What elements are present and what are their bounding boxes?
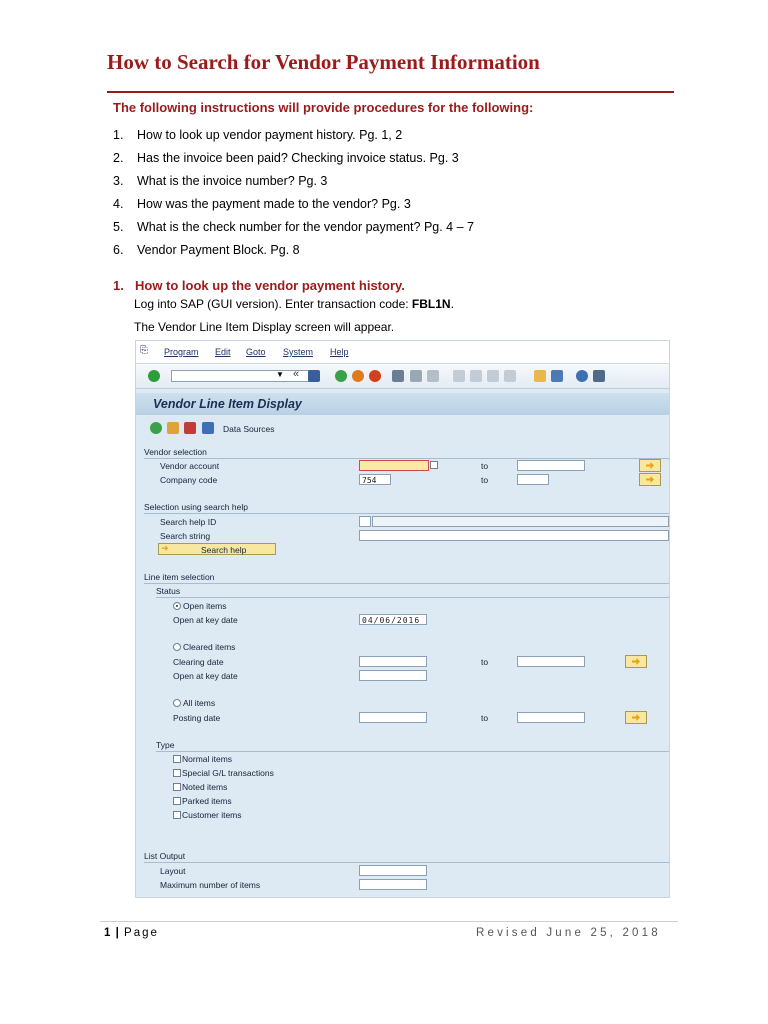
sap-screenshot xyxy=(135,340,670,898)
toc-text: Has the invoice been paid? Checking invoice status. Pg. 3 xyxy=(137,151,459,165)
toc-text: How was the payment made to the vendor? Pg. 3 xyxy=(137,197,411,211)
info-icon[interactable] xyxy=(202,422,214,434)
clearing-date-label: Clearing date xyxy=(173,657,224,667)
section-number: 1. xyxy=(113,278,124,293)
search-string-label: Search string xyxy=(160,531,211,541)
open-items-radio[interactable] xyxy=(173,602,181,610)
first-page-icon[interactable] xyxy=(453,370,465,382)
search-help-section-header: Selection using search help xyxy=(144,502,669,514)
toc-text: Vendor Payment Block. Pg. 8 xyxy=(137,243,300,257)
vendor-account-to-input[interactable] xyxy=(517,460,585,471)
page-label: Page xyxy=(124,927,159,939)
find-next-icon[interactable] xyxy=(427,370,439,382)
instruction-prefix: Log into SAP (GUI version). Enter transaction code: xyxy=(134,297,412,311)
max-items-input[interactable] xyxy=(359,879,427,890)
all-items-label: All items xyxy=(183,698,216,708)
cleared-items-label: Cleared items xyxy=(183,642,236,652)
menu-program[interactable]: Program xyxy=(164,347,199,357)
posting-to-label: to xyxy=(481,713,489,723)
company-code-to-input[interactable] xyxy=(517,474,549,485)
open-items-label: Open items xyxy=(183,601,227,611)
search-help-id-label: Search help ID xyxy=(160,517,217,527)
shortcut-icon[interactable] xyxy=(551,370,563,382)
customer-items-checkbox[interactable] xyxy=(173,811,181,819)
special-gl-label: Special G/L transactions xyxy=(182,768,274,778)
company-code-label: Company code xyxy=(160,475,218,485)
toc-number: 5. xyxy=(113,220,124,234)
status-header: Status xyxy=(156,586,669,598)
all-items-radio[interactable] xyxy=(173,699,181,707)
company-to-label: to xyxy=(481,475,489,485)
intro-text: The following instructions will provide procedures for the following: xyxy=(113,100,534,115)
section-heading-text: How to look up the vendor payment history. xyxy=(135,278,405,293)
toc-item xyxy=(113,243,300,257)
previous-page-icon[interactable] xyxy=(470,370,482,382)
search-help-arrow-icon: ➜ xyxy=(161,543,169,553)
back-icon[interactable] xyxy=(335,370,347,382)
toc-number: 2. xyxy=(113,151,124,165)
instruction-line-2: The Vendor Line Item Display screen will appear. xyxy=(134,320,395,334)
layout-label: Layout xyxy=(160,866,186,876)
search-string-input[interactable] xyxy=(359,530,669,541)
collapse-icon[interactable]: « xyxy=(293,368,300,380)
posting-multiple-selection-button[interactable] xyxy=(625,711,647,724)
cleared-items-radio[interactable] xyxy=(173,643,181,651)
data-sources-button[interactable]: Data Sources xyxy=(223,424,275,434)
cancel-icon[interactable] xyxy=(369,370,381,382)
clearing-date-to-input[interactable] xyxy=(517,656,585,667)
page-separator: | xyxy=(115,927,119,939)
clearing-to-label: to xyxy=(481,657,489,667)
menu-icon[interactable]: ⎘ xyxy=(140,345,148,356)
toc-item xyxy=(113,197,411,211)
variant-icon[interactable] xyxy=(167,422,179,434)
new-session-icon[interactable] xyxy=(534,370,546,382)
posting-date-input[interactable] xyxy=(359,712,427,723)
normal-items-label: Normal items xyxy=(182,754,233,764)
screen-title: Vendor Line Item Display xyxy=(153,397,302,411)
toc-number: 6. xyxy=(113,243,124,257)
next-page-icon[interactable] xyxy=(487,370,499,382)
type-header: Type xyxy=(156,740,669,752)
page-number: 1 xyxy=(104,927,111,939)
selections-icon[interactable] xyxy=(184,422,196,434)
toc-item xyxy=(113,220,474,234)
section-heading xyxy=(113,278,405,293)
normal-items-checkbox[interactable] xyxy=(173,755,181,763)
save-icon[interactable] xyxy=(308,370,320,382)
footer-revised-date: Revised June 25, 2018 xyxy=(476,927,661,939)
toc-item xyxy=(113,151,459,165)
find-icon[interactable] xyxy=(410,370,422,382)
instruction-line xyxy=(134,297,454,311)
company-multiple-selection-button[interactable] xyxy=(639,473,661,486)
parked-items-checkbox[interactable] xyxy=(173,797,181,805)
vendor-selection-header: Vendor selection xyxy=(144,447,669,459)
vendor-account-f4-icon[interactable] xyxy=(430,461,438,469)
sap-title-bar xyxy=(136,393,669,415)
command-dropdown-icon[interactable]: ▼ xyxy=(276,370,284,379)
posting-date-label: Posting date xyxy=(173,713,221,723)
search-help-button-label: Search help xyxy=(201,545,247,555)
noted-items-checkbox[interactable] xyxy=(173,783,181,791)
search-help-id-description xyxy=(372,516,669,527)
print-icon[interactable] xyxy=(392,370,404,382)
transaction-code: FBL1N xyxy=(411,297,451,311)
footer-page-number xyxy=(104,927,159,939)
open-key-date-label: Open at key date xyxy=(173,615,238,625)
toc-number: 3. xyxy=(113,174,124,188)
sap-menu-bar xyxy=(136,341,669,364)
toc-text: What is the check number for the vendor payment? Pg. 4 – 7 xyxy=(137,220,474,234)
toc-text: How to look up vendor payment history. Pg. 1, 2 xyxy=(137,128,403,142)
list-output-header: List Output xyxy=(144,851,669,863)
vendor-to-label: to xyxy=(481,461,489,471)
toc-item xyxy=(113,128,402,142)
document-title: How to Search for Vendor Payment Information xyxy=(107,50,540,74)
cleared-key-date-input[interactable] xyxy=(359,670,427,681)
execute-icon[interactable] xyxy=(150,422,162,434)
menu-help[interactable]: Help xyxy=(330,347,349,357)
search-help-id-input[interactable] xyxy=(359,516,371,527)
company-code-input[interactable]: 754 xyxy=(359,474,391,485)
toc-number: 1. xyxy=(113,128,124,142)
vendor-account-label: Vendor account xyxy=(160,461,220,471)
footer-rule xyxy=(100,921,678,922)
parked-items-label: Parked items xyxy=(182,796,232,806)
max-items-label: Maximum number of items xyxy=(160,880,261,890)
posting-date-to-input[interactable] xyxy=(517,712,585,723)
sap-standard-toolbar xyxy=(136,364,669,389)
open-key-date-input[interactable]: 04/06/2016 xyxy=(359,614,427,625)
clearing-multiple-selection-button[interactable] xyxy=(625,655,647,668)
application-toolbar xyxy=(136,417,669,439)
toc-number: 4. xyxy=(113,197,124,211)
exit-icon[interactable] xyxy=(352,370,364,382)
search-help-button[interactable] xyxy=(158,543,276,555)
toc-text: What is the invoice number? Pg. 3 xyxy=(137,174,328,188)
help-icon[interactable] xyxy=(576,370,588,382)
special-gl-checkbox[interactable] xyxy=(173,769,181,777)
menu-system[interactable]: System xyxy=(283,347,314,357)
title-rule xyxy=(107,91,674,93)
layout-menu-icon[interactable] xyxy=(593,370,605,382)
customer-items-label: Customer items xyxy=(182,810,242,820)
clearing-date-input[interactable] xyxy=(359,656,427,667)
enter-check-icon[interactable] xyxy=(148,370,160,382)
line-item-selection-header: Line item selection xyxy=(144,572,669,584)
toc-item xyxy=(113,174,327,188)
vendor-account-input[interactable] xyxy=(359,460,429,471)
last-page-icon[interactable] xyxy=(504,370,516,382)
menu-edit[interactable]: Edit xyxy=(215,347,231,357)
vendor-multiple-selection-button[interactable] xyxy=(639,459,661,472)
instruction-suffix: . xyxy=(450,297,454,311)
menu-goto[interactable]: Goto xyxy=(246,347,266,357)
cleared-key-date-label: Open at key date xyxy=(173,671,238,681)
layout-input[interactable] xyxy=(359,865,427,876)
noted-items-label: Noted items xyxy=(182,782,228,792)
